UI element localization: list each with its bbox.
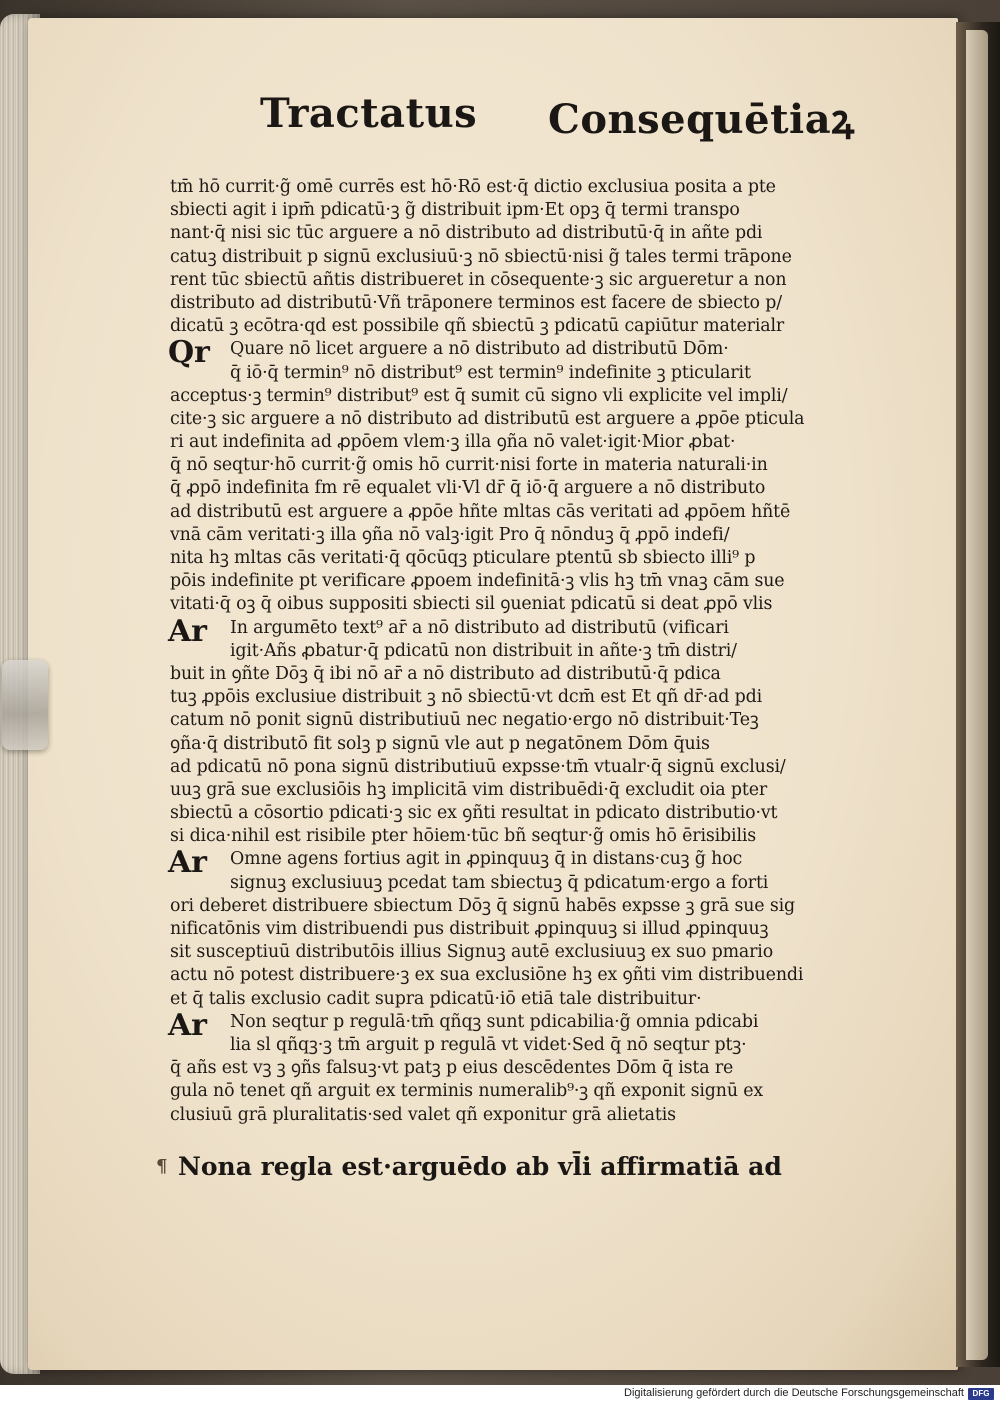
footer-bar — [0, 1385, 1000, 1404]
text-line: sbiectū a cōsortio pdicati·ꝫ sic ex ꝯñti resultat in pdicato distributio·vt — [170, 803, 778, 824]
text-line: ad pdicatū nō pona signū distributiuū expsse·tm̄ vtualr·q̄ signū exclusi/ — [170, 756, 786, 777]
text-line: rent tūc sbiectū añtis distribueret in cōsequente·ꝫ sic argueretur a non — [170, 269, 787, 290]
facing-page-edge — [966, 30, 988, 1360]
text-line: igit·Añs ꝓbatur·q̄ pdicatū non distribuit in añte·ꝫ tm̄ distri/ — [230, 640, 737, 661]
text-line: pōis indefinite pt verificare ꝓpoem indefinitā·ꝫ vl̄is hꝫ tm̄ vnaꝫ cām sue — [170, 571, 785, 592]
text-line: buit in ꝯñte Dōꝫ q̄ ibi nō ar̄ a nō distributo ad distributū·q̄ pdica — [170, 663, 721, 684]
text-line: ꝯña·q̄ distributō fit solꝫ p signū vl̄e aut p negatōnem Dōm q̄uis — [170, 733, 710, 754]
argument-marker: Ar — [168, 613, 207, 649]
paragraph — [168, 845, 810, 1010]
book-clasp — [2, 660, 48, 750]
text-line: nita hꝫ mltas cās veritati·q̄ qōcūqꝫ pticulare ptentū sb sbiecto illi⁹ p — [170, 548, 756, 568]
text-line: catuꝫ distribuit p signū exclusiuū·ꝫ nō sbiectū·nisi g̃ tales termi trāpone — [170, 246, 792, 267]
paragraph — [168, 1007, 810, 1127]
section-heading — [156, 1152, 818, 1181]
running-head-right: Consequētiaꝝ — [548, 96, 855, 143]
text-line: dicatū ꝫ ecōtra·qd̄ est possibile qñ sbiectū ꝫ pdicatū capiūtur materialr — [170, 316, 785, 337]
text-line: ri aut indefinita ad ꝓpōem vl̄em·ꝫ illa ꝯña nō valet·igit·Mior ꝓbat· — [170, 432, 736, 453]
argument-marker: Ar — [168, 845, 207, 881]
footer-credit: Digitalisierung gefördert durch die Deutsche Forschungsgemeinschaft — [624, 1387, 964, 1399]
paragraph — [170, 176, 810, 338]
argument-marker: Qr — [168, 335, 210, 371]
text-line: vitati·q̄ oꝫ q̄ oibus suppositi sbiecti sil̄ ꝯueniat pdicatū si deat ꝓpō vl̄is — [170, 594, 773, 615]
text-line: actu nō potest distribuere·ꝫ ex sua exclusiōne hꝫ ex ꝯñti vim distribuendi — [170, 965, 804, 986]
text-line: nant·q̄ nisi sic tūc arguere a nō distributo ad distributū·q̄ in añte pdi — [170, 223, 763, 244]
text-line: sbiecti agit i ipm̄ pdicatū·ꝫ g̃ distribuit ipm·Et opꝫ q̄ termi transpo — [170, 200, 740, 221]
paragraph-mark-icon: ¶ — [156, 1156, 168, 1177]
text-line: Non seqtur p regulā·tm̄ qñqꝫ sunt pdicabilia·g̃ omnia pdicabi — [230, 1011, 759, 1032]
running-head-left: Tractatus — [260, 90, 478, 137]
text-line: ad distributū est arguere a ꝓpōe hñte mltas cās veritati ad ꝓpōem hñtē — [170, 501, 791, 522]
dfg-logo: DFG — [968, 1388, 994, 1400]
text-line: sit susceptiuū distributōis illius Signuꝫ autē exclusiuuꝫ ex suo pmario — [170, 942, 774, 963]
text-line: tuꝫ ꝓpōis exclusiue distribuit ꝫ nō sbiectū·vt dcm̄ est Et qñ dr̄·ad pdi — [170, 687, 762, 708]
text-line: In argumēto text⁹ ar̄ a nō distributo ad distributū (vificari — [230, 617, 729, 638]
text-line: clusiuū grā pluralitatis·sed valet qñ exponitur grā alietatis — [170, 1104, 676, 1125]
text-line: distributo ad distributū·Vñ trāponere terminos est facere de sbiecto p/ — [170, 292, 782, 313]
text-line: tm̄ hō currit·g̃ omē currēs est hō·Rō est·q̄ dictio exclusiua posita a pte — [170, 177, 776, 197]
running-head — [28, 90, 958, 150]
text-line: q̄ ꝓpō indefinita fm rē equalet vl̄i·Vl̄ dr̄ q̄ iō·q̄ arguere a nō distributo — [170, 478, 766, 499]
text-line: gula nō tenet qñ arguit ex terminis numeralib⁹·ꝫ qñ exponit signū ex — [170, 1081, 764, 1102]
text-line: q̄ añs est vꝫ ꝫ ꝯñs falsuꝫ·vt patꝫ p eius descēdentes Dōm q̄ ista re — [170, 1058, 734, 1079]
text-line: Omne agens fortius agit in ꝓpinquuꝫ q̄ in distans·cuꝫ g̃ hoc — [230, 849, 743, 870]
book-page — [28, 18, 958, 1370]
text-line: uuꝫ grā sue exclusiōis hꝫ implicitā vim distribuēdi·q̄ excludit oia pter — [170, 779, 767, 800]
text-line: acceptus·ꝫ termin⁹ distribut⁹ est q̄ sumit cū signo vl̄i explicite vel impli/ — [170, 385, 788, 406]
text-line: et q̄ talis exclusio cadit supra pdicatū·iō etiā tale distribuitur· — [170, 988, 702, 1009]
text-line: si dica·nihil est risibile pter hōiem·tūc bñ seqtur·g̃ omis hō ērisibilis — [170, 826, 757, 847]
section-heading-text: Nona regla est·arguēdo ab vl̄i affirmatiā ad — [178, 1152, 782, 1181]
text-line: lia sl̄ qñqꝫ·ꝫ tm̄ arguit p regulā vt videt·Sed q̄ nō seqtur ptꝫ· — [230, 1034, 747, 1055]
text-line: q̄ nō seqtur·hō currit·g̃ omis hō currit·nisi forte in materia naturali·in — [170, 455, 768, 476]
text-line: ori deberet distribuere sbiectum Dōꝫ q̄ signū habēs expsse ꝫ grā sue sig — [170, 895, 795, 916]
paragraph — [168, 613, 810, 849]
body-text — [170, 176, 810, 1127]
paragraph — [168, 335, 810, 616]
text-line: Quare nō licet arguere a nō distributo ad distributū Dōm· — [230, 339, 729, 360]
text-line: vnā cām veritati·ꝫ illa ꝯña nō valꝫ·igit Pro q̄ nōnduꝫ q̄ ꝓpō indefi/ — [170, 524, 730, 545]
text-line: signuꝫ exclusiuuꝫ pcedat tam sbiectuꝫ q̄ pdicatum·ergo a forti — [230, 872, 769, 893]
text-line: nificatōnis vim distribuendi pus distribuit ꝓpinquuꝫ si illud ꝓpinquuꝫ — [170, 919, 769, 939]
text-line: catum nō ponit signū distributiuū nec negatio·ergo nō distribuit·Teꝫ — [170, 710, 759, 731]
argument-marker: Ar — [168, 1007, 207, 1043]
text-line: q̄ iō·q̄ termin⁹ nō distribut⁹ est termin⁹ indefinite ꝫ pticularit — [230, 362, 751, 383]
text-line: cite·ꝫ sic arguere a nō distributo ad distributū est arguere a ꝓpōe pticula — [170, 408, 805, 429]
